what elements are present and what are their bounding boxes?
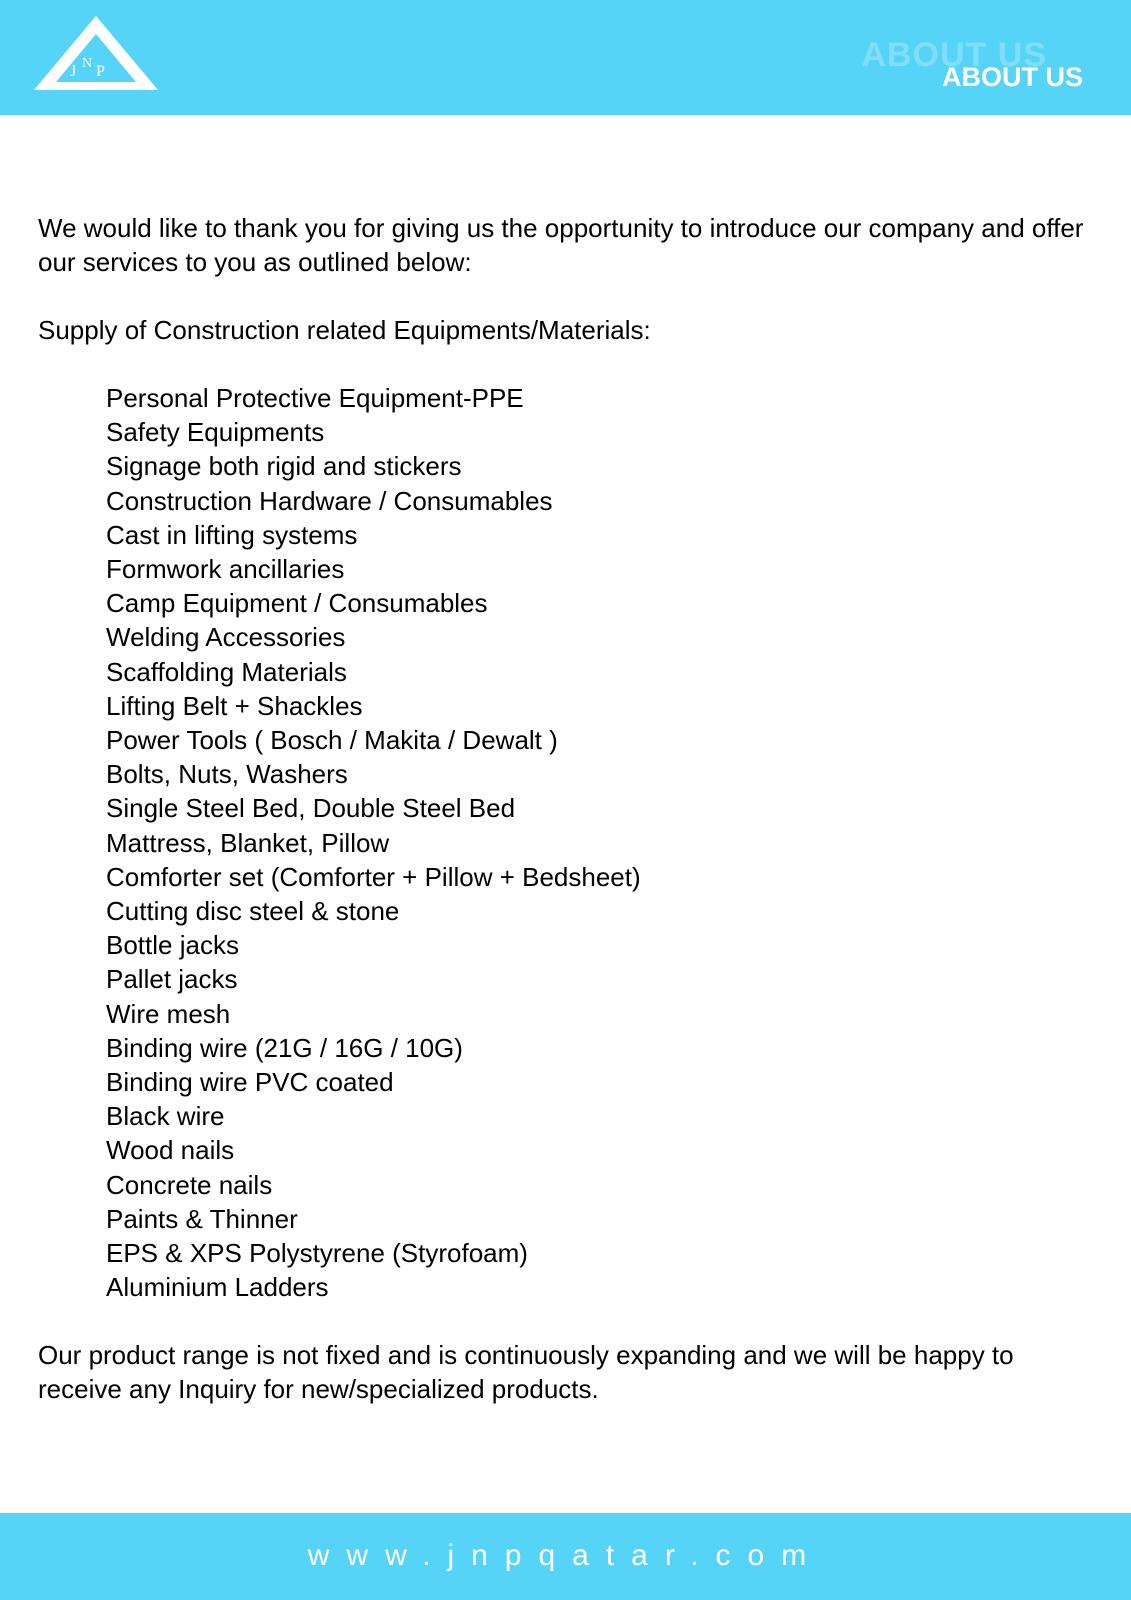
product-item: Bottle jacks [106,930,239,961]
product-item: Lifting Belt + Shackles [106,690,363,721]
product-item: Camp Equipment / Consumables [106,588,488,619]
product-item: Cutting disc steel & stone [106,896,400,927]
header-bar [0,0,1131,115]
product-item: Safety Equipments [106,417,325,448]
svg-text:N: N [82,56,93,71]
jnp-logo [30,14,162,94]
product-item: Concrete nails [106,1169,273,1200]
product-list [106,381,1098,1304]
product-item: Comforter set (Comforter + Pillow + Bedsheet) [106,861,641,892]
product-item: Formwork ancillaries [106,554,345,585]
product-item: Personal Protective Equipment-PPE [106,383,524,413]
section-title: ABOUT US [942,62,1083,92]
product-item: Paints & Thinner [106,1203,298,1234]
website-link[interactable]: www.jnpqatar.com [307,1539,824,1572]
main-content [38,211,1098,1406]
product-item: Wire mesh [106,998,231,1029]
intro-paragraph: We would like to thank you for giving us the opportunity to introduce our company and offer our services to you as outlined below: [38,213,1084,277]
product-item: EPS & XPS Polystyrene (Styrofoam) [106,1238,528,1269]
product-item: Welding Accessories [106,622,346,653]
product-item: Pallet jacks [106,964,238,995]
footer-bar [0,1513,1131,1600]
product-item: Single Steel Bed, Double Steel Bed [106,793,516,824]
product-item: Aluminium Ladders [106,1272,329,1303]
product-item: Scaffolding Materials [106,656,347,687]
product-item: Binding wire (21G / 16G / 10G) [106,1032,463,1063]
svg-text:P: P [96,63,105,80]
product-item: Power Tools ( Bosch / Makita / Dewalt ) [106,725,558,756]
product-item: Cast in lifting systems [106,519,358,550]
product-item: Construction Hardware / Consumables [106,485,553,516]
supply-heading: Supply of Construction related Equipments/Materials: [38,315,651,345]
product-item: Mattress, Blanket, Pillow [106,827,390,858]
product-item: Binding wire PVC coated [106,1067,394,1098]
header-watermark: ABOUT US [861,36,1047,74]
closing-paragraph: Our product range is not fixed and is continuously expanding and we will be happy to receive any Inquiry for new/specialized products. [38,1340,1014,1405]
svg-text:J: J [70,63,77,80]
product-item: Signage both rigid and stickers [106,451,462,482]
product-item: Black wire [106,1101,225,1132]
product-item: Wood nails [106,1135,235,1166]
product-item: Bolts, Nuts, Washers [106,759,348,790]
